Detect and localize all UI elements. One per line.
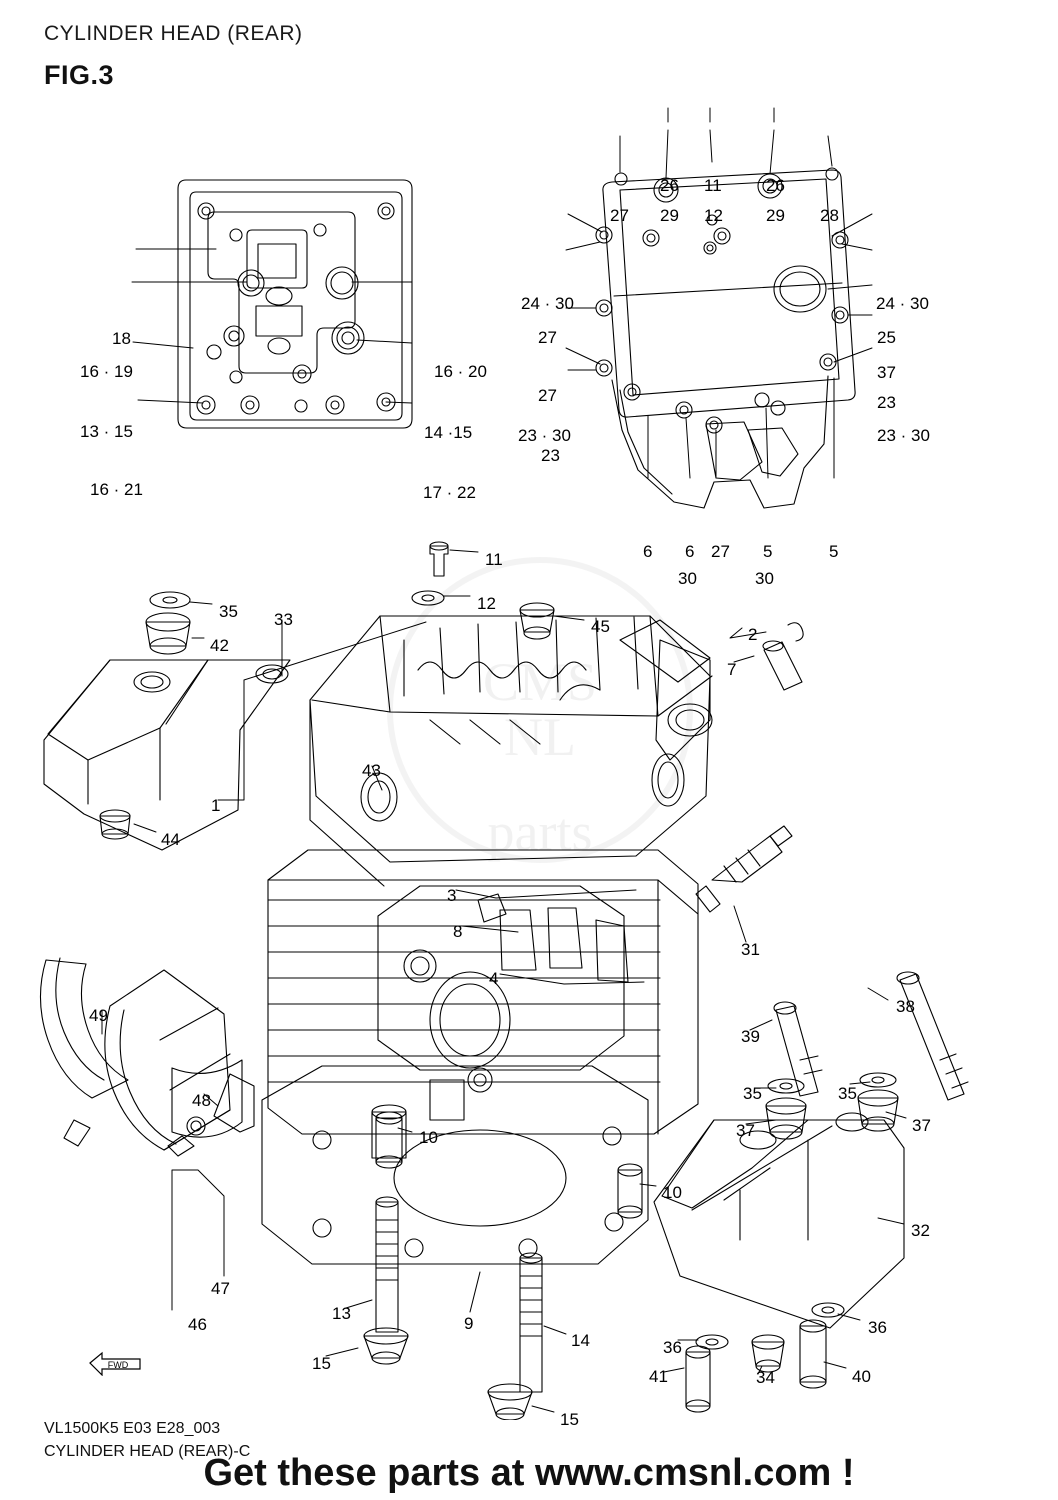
callout-44: 44 xyxy=(161,830,180,849)
callout-16-21: 16 · 21 xyxy=(90,480,143,499)
upper-heat-shield xyxy=(44,660,290,850)
diagram-name: CYLINDER HEAD (REAR)-C xyxy=(44,1443,251,1460)
callout-15-b: 15 xyxy=(560,1410,579,1429)
callout-16-19: 16 · 19 xyxy=(80,362,133,381)
figure-label: FIG.3 xyxy=(44,60,115,90)
callout-33: 33 xyxy=(274,610,293,629)
callout-26-top-right: 26 xyxy=(766,176,785,195)
watermark-line3: parts xyxy=(487,802,593,862)
callout-14-stud: 14 xyxy=(571,1331,590,1350)
head-gasket xyxy=(262,1066,648,1264)
callout-39: 39 xyxy=(741,1027,760,1046)
callout-23-30-right: 23 · 30 xyxy=(877,426,930,445)
callout-35-b: 35 xyxy=(743,1084,762,1103)
callout-2: 2 xyxy=(748,625,758,644)
callout-13-stud: 13 xyxy=(332,1304,351,1323)
callout-36-b: 36 xyxy=(663,1338,682,1357)
callout-49: 49 xyxy=(89,1006,108,1025)
camshaft-holder-casting xyxy=(310,616,712,886)
callout-23-b: 23 xyxy=(541,446,560,465)
callout-9: 9 xyxy=(464,1314,474,1333)
callout-11-bolt: 11 xyxy=(485,550,503,569)
callout-18: 18 xyxy=(112,329,131,348)
callout-42: 42 xyxy=(210,636,229,655)
exploded-parts-illustration xyxy=(0,80,1058,1420)
callout-31: 31 xyxy=(741,940,760,959)
callout-32: 32 xyxy=(911,1221,930,1240)
callout-12-cover: 12 xyxy=(704,206,723,225)
watermark-line2: NL xyxy=(504,707,576,767)
callout-24-30-left: 24 · 30 xyxy=(521,294,574,313)
loose-fasteners xyxy=(100,542,968,1420)
callout-4: 4 xyxy=(489,969,499,988)
callout-36-a: 36 xyxy=(868,1318,887,1337)
promo-banner: Get these parts at www.cmsnl.com ! xyxy=(203,1452,855,1494)
callout-27-a: 27 xyxy=(610,206,629,225)
callout-37-c: 37 xyxy=(912,1116,931,1135)
callout-28: 28 xyxy=(820,206,839,225)
callout-35-c: 35 xyxy=(838,1084,857,1103)
watermark-line1: CMS xyxy=(482,652,598,712)
fwd-direction-marker xyxy=(88,1350,144,1376)
callout-27-c: 27 xyxy=(538,386,557,405)
callout-43: 43 xyxy=(362,761,381,780)
callout-37-cover: 37 xyxy=(877,363,896,382)
callout-15-a: 15 xyxy=(312,1354,331,1373)
callout-23-30-left: 23 · 30 xyxy=(518,426,571,445)
head-face-plan-view xyxy=(178,180,412,428)
callout-45: 45 xyxy=(591,617,610,636)
callout-48: 48 xyxy=(192,1091,211,1110)
callout-13-15: 13 · 15 xyxy=(80,422,133,441)
callout-29-b: 29 xyxy=(766,206,785,225)
callout-24-30-right: 24 · 30 xyxy=(876,294,929,313)
callout-16-20: 16 · 20 xyxy=(434,362,487,381)
callout-26-top-left: 26 xyxy=(660,176,679,195)
callout-34: 34 xyxy=(756,1368,775,1387)
callout-17-22: 17 · 22 xyxy=(423,483,476,502)
callout-3: 3 xyxy=(447,886,457,905)
fwd-label: FWD xyxy=(107,1360,129,1370)
callout-30-a: 30 xyxy=(678,569,697,588)
callout-25: 25 xyxy=(877,328,896,347)
callout-8: 8 xyxy=(453,922,463,941)
callout-46: 46 xyxy=(188,1315,207,1334)
callout-27-d: 27 xyxy=(711,542,730,561)
callout-10-a: 10 xyxy=(419,1128,438,1147)
lower-heat-shield xyxy=(654,1113,904,1328)
head-cover-view xyxy=(596,168,855,508)
callout-37-b: 37 xyxy=(736,1121,755,1140)
callout-41: 41 xyxy=(649,1367,668,1386)
section-title: CYLINDER HEAD (REAR) xyxy=(44,22,303,45)
model-code: VL1500K5 E03 E28_003 xyxy=(44,1420,221,1437)
callout-27-b: 27 xyxy=(538,328,557,347)
callout-10-b: 10 xyxy=(663,1183,682,1202)
callout-40: 40 xyxy=(852,1367,871,1386)
callout-1: 1 xyxy=(211,796,221,815)
callout-12-washer: 12 xyxy=(477,594,496,613)
callout-7: 7 xyxy=(727,660,737,679)
callout-35-a: 35 xyxy=(219,602,238,621)
top-divider xyxy=(0,0,1058,1)
callout-6-b: 6 xyxy=(685,542,695,561)
callout-29-a: 29 xyxy=(660,206,679,225)
callout-5-a: 5 xyxy=(763,542,773,561)
callout-23-a: 23 xyxy=(877,393,896,412)
intake-pipe-assembly xyxy=(40,958,254,1156)
callout-11-cover: 11 xyxy=(704,176,722,195)
callout-14-15: 14 ·15 xyxy=(424,423,473,442)
callout-38: 38 xyxy=(896,997,915,1016)
callout-30-b: 30 xyxy=(755,569,774,588)
callout-6-a: 6 xyxy=(643,542,653,561)
callout-47: 47 xyxy=(211,1279,230,1298)
callout-5-b: 5 xyxy=(829,542,839,561)
